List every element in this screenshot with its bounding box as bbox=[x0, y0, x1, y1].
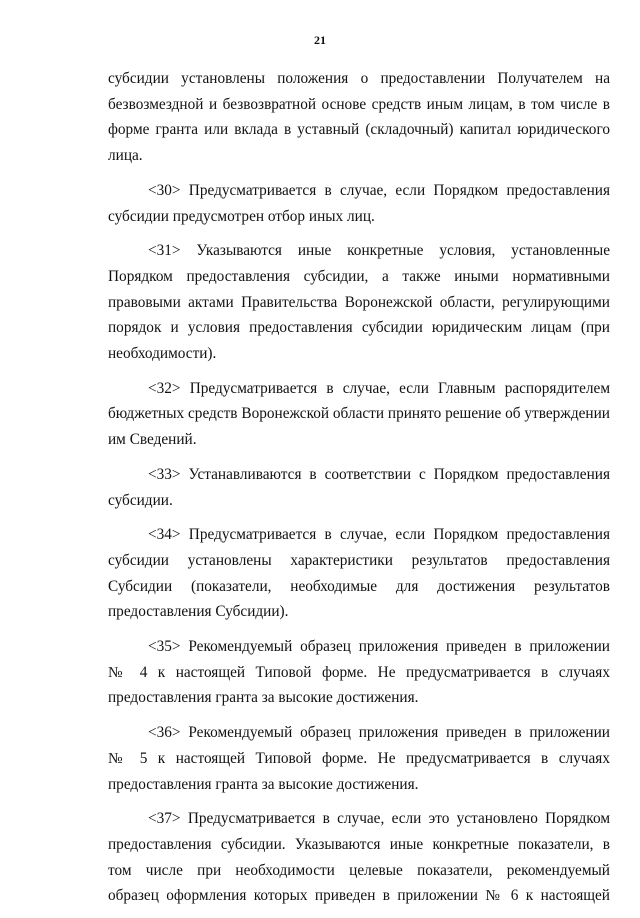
text-line: <32> Предусматривается в случае, если Главным распорядителем bbox=[148, 379, 610, 397]
text-line: им Сведений. bbox=[108, 431, 197, 449]
text-line: форме гранта или вклада в уставный (складочный) капитал юридического bbox=[108, 121, 610, 139]
text-line: субсидии установлены характеристики результатов предоставления bbox=[108, 551, 610, 569]
text-line: предоставления гранта за высокие достижения. bbox=[108, 775, 419, 793]
page-number: 21 bbox=[314, 33, 326, 47]
text-line: <31> Указываются иные конкретные условия, установленные bbox=[148, 242, 610, 260]
footnote-31 bbox=[108, 238, 610, 367]
text-line: том числе при необходимости целевые показатели, рекомендуемый bbox=[108, 861, 610, 879]
text-line: субсидии установлены положения о предоставлении Получателем на bbox=[108, 70, 610, 87]
text-line: лица. bbox=[108, 147, 143, 165]
text-line: <37> Предусматривается в случае, если это установлено Порядком bbox=[148, 810, 610, 828]
text-line: предоставления гранта за высокие достижения. bbox=[108, 689, 419, 707]
text-line: <36> Рекомендуемый образец приложения приведен в приложении bbox=[148, 724, 610, 742]
footnote-32 bbox=[108, 376, 610, 453]
text-line: необходимости). bbox=[108, 345, 217, 363]
text-line: субсидии. bbox=[108, 491, 173, 509]
document-body bbox=[108, 66, 610, 918]
footnote-35 bbox=[108, 634, 610, 711]
text-line: образец оформления которых приведен в приложении № 6 к настоящей bbox=[108, 887, 610, 905]
text-line: предоставления субсидии. Указываются иные конкретные показатели, в bbox=[108, 835, 610, 853]
text-line: <34> Предусматривается в случае, если Порядком предоставления bbox=[148, 526, 610, 544]
text-line: предоставления Субсидии). bbox=[108, 603, 289, 621]
text-line: <30> Предусматривается в случае, если Порядком предоставления bbox=[148, 181, 610, 199]
text-line: субсидии предусмотрен отбор иных лиц. bbox=[108, 207, 375, 225]
text-line: Субсидии (показатели, необходимые для достижения результатов bbox=[108, 577, 610, 595]
footnote-30 bbox=[108, 178, 610, 229]
text-line: Порядком предоставления субсидии, а также иными нормативными bbox=[108, 267, 610, 285]
text-line: бюджетных средств Воронежской области принято решение об утверждении bbox=[108, 405, 610, 423]
footnote-33 bbox=[108, 462, 610, 513]
text-line: <35> Рекомендуемый образец приложения приведен в приложении bbox=[148, 638, 610, 656]
text-line: безвозмездной и безвозвратной основе средств иным лицам, в том числе в bbox=[108, 95, 610, 113]
footnote-36 bbox=[108, 720, 610, 797]
footnote-34 bbox=[108, 522, 610, 625]
text-line: порядок и условия предоставления субсидии юридическим лицам (при bbox=[108, 319, 610, 337]
footnote-37 bbox=[108, 806, 610, 909]
text-line: правовыми актами Правительства Воронежской области, регулирующими bbox=[108, 293, 610, 311]
text-line: <33> Устанавливаются в соответствии с Порядком предоставления bbox=[148, 465, 610, 483]
paragraph-continuation bbox=[108, 66, 610, 169]
text-line: № 4 к настоящей Типовой форме. Не предусматривается в случаях bbox=[108, 663, 610, 681]
text-line: № 5 к настоящей Типовой форме. Не предусматривается в случаях bbox=[108, 749, 610, 767]
